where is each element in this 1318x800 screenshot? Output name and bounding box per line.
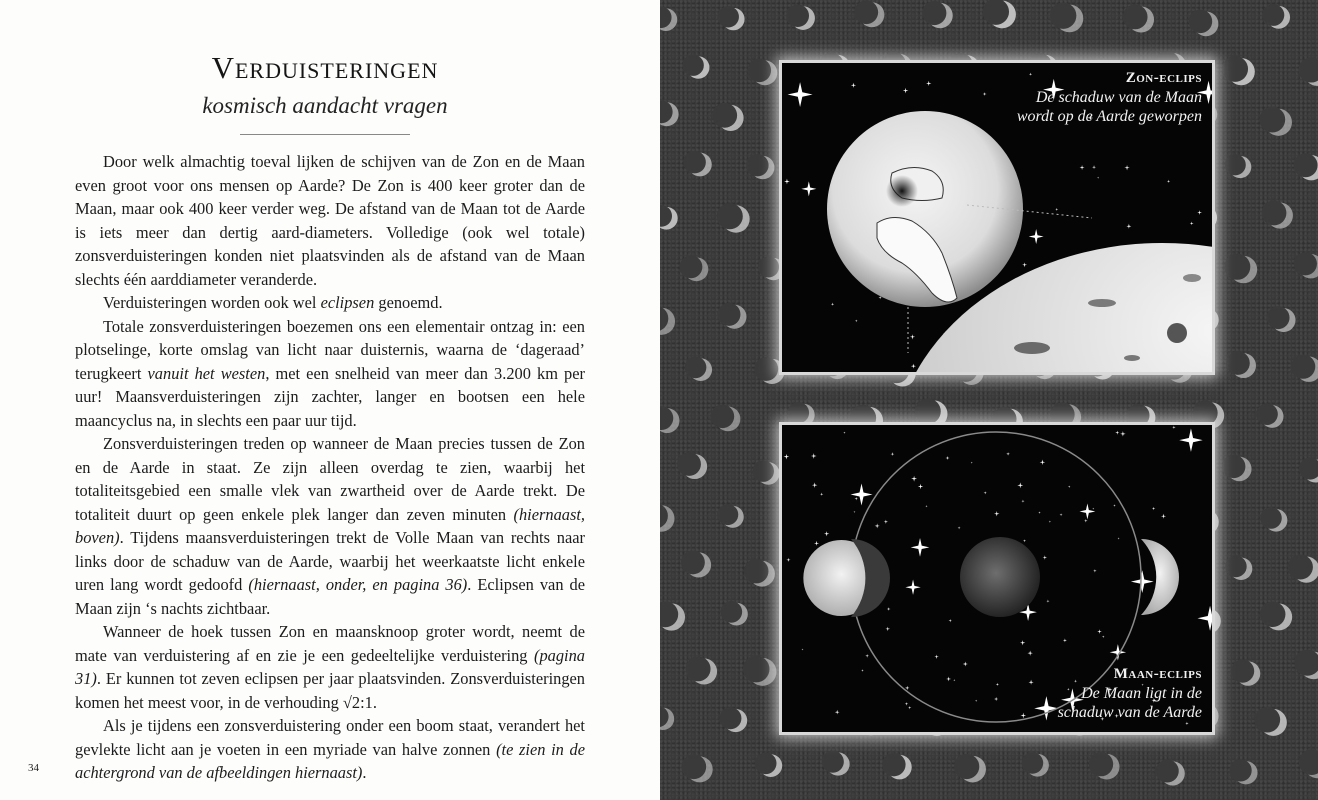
- italic-reference: (hiernaast, boven): [75, 504, 585, 547]
- crescent-icon: [712, 103, 743, 131]
- crescent-icon: [680, 256, 709, 282]
- lunar-caption-line: schaduw van de Aarde: [1057, 704, 1202, 721]
- crescent-icon: [681, 754, 712, 782]
- star-icon: [891, 452, 895, 456]
- star-icon: [1092, 165, 1096, 169]
- star-icon: [1161, 514, 1166, 519]
- crescent-icon: [1226, 351, 1256, 378]
- star-icon: [953, 679, 955, 681]
- star-icon: [812, 482, 817, 487]
- crescent-icon: [1294, 252, 1318, 278]
- crescent-icon: [954, 754, 986, 783]
- star-icon: [843, 432, 845, 434]
- crescent-icon: [1294, 650, 1318, 680]
- star-icon: [1029, 229, 1044, 244]
- star-icon: [975, 700, 977, 702]
- star-icon: [1020, 713, 1026, 719]
- body-paragraph: [75, 291, 585, 315]
- star-icon: [786, 558, 790, 562]
- crescent-icon: [682, 55, 709, 79]
- lunar-caption-title: Maan-eclips: [1113, 666, 1202, 682]
- page-number: 34: [28, 762, 39, 774]
- star-icon: [946, 677, 951, 682]
- crescent-icon: [718, 303, 747, 329]
- crescent-icon: [983, 0, 1016, 28]
- star-icon: [820, 493, 823, 496]
- star-icon: [910, 334, 915, 339]
- body-paragraph: [75, 620, 585, 714]
- body-text: [75, 150, 585, 785]
- crescent-icon: [1294, 153, 1318, 180]
- body-paragraph: [75, 714, 585, 785]
- text-run: . Tijdens maansverduisteringen trekt de Volle Maan van rechts naar links door de schaduw van de Aarde, waarbij het weerkaatste licht enkele uren lang wordt gedoofd: [75, 528, 585, 594]
- moon-crater: [1167, 323, 1187, 343]
- crescent-icon: [1256, 403, 1283, 427]
- star-icon: [1190, 221, 1194, 225]
- star-icon: [905, 580, 920, 595]
- crescent-icon: [660, 306, 675, 335]
- star-icon: [1084, 519, 1087, 522]
- crescent-icon: [754, 357, 784, 384]
- star-icon: [1092, 508, 1094, 510]
- text-run: Door welk almachtig toeval lijken de schijven van de Zon en de Maan even groot voor ons mensen op Aarde? De Zon is 400 keer groter dan de Maan, maar ook 400 keer verder weg. De afstand van de Maan tot de Aarde is iets meer dan dertig aard-diameters. Volledige (ook wel totale) zonsverduisteringen konden niet plaatsvinden als de afstand van de Maan slechts één aarddiameter veranderde.: [75, 152, 585, 289]
- star-icon: [875, 523, 880, 528]
- star-icon: [1079, 504, 1095, 520]
- moon-leaving-shadow: [1141, 539, 1179, 615]
- crescent-icon: [1267, 306, 1296, 332]
- star-icon: [801, 181, 816, 196]
- star-icon: [1040, 460, 1046, 466]
- text-run: . Eclipsen van de Maan zijn ‘s nachts zichtbaar.: [75, 575, 585, 618]
- crescent-icon: [788, 402, 815, 426]
- star-icon: [1131, 570, 1154, 593]
- crescent-icon: [1299, 57, 1318, 85]
- star-icon: [824, 531, 829, 536]
- page-subtitle: kosmisch aandacht vragen: [202, 93, 448, 118]
- crescent-icon: [1022, 752, 1049, 776]
- crescent-icon: [1263, 4, 1291, 29]
- crescent-icon: [1255, 707, 1287, 736]
- crescent-icon: [922, 1, 952, 28]
- star-icon: [1102, 635, 1105, 638]
- star-icon: [835, 710, 840, 715]
- lunar-caption-line: De Maan ligt in de: [1081, 685, 1202, 702]
- star-icon: [788, 82, 813, 107]
- italic-reference: (pagina 31): [75, 645, 585, 688]
- body-paragraph: [75, 150, 585, 291]
- star-icon: [1118, 537, 1120, 539]
- crescent-icon: [1123, 5, 1154, 33]
- star-icon: [1029, 680, 1034, 685]
- crescent-icon: [854, 0, 884, 27]
- star-icon: [911, 476, 917, 482]
- crescent-icon: [1222, 56, 1255, 85]
- crescent-icon: [711, 405, 741, 432]
- text-run: , met een snelheid van meer dan 3.200 km per uur! Maansverduisteringen zijn zachter, langer en bootsen een hele maancyclus na, in slechts een paar uur tijd.: [75, 363, 585, 430]
- star-icon: [1023, 539, 1026, 542]
- crescent-icon: [746, 154, 774, 179]
- body-paragraph: [75, 315, 585, 433]
- star-icon: [814, 541, 819, 546]
- crescent-icon: [1299, 458, 1318, 483]
- text-run: Totale zonsverduisteringen boezemen ons een elementair ontzag in: een plotselinge, korte omslag van licht naar duisternis, waarna de ‘dageraad’ terugkeert: [75, 316, 585, 383]
- star-icon: [1021, 500, 1024, 503]
- star-icon: [903, 88, 909, 94]
- solar-eclipse-caption: [1017, 69, 1202, 126]
- star-icon: [1038, 511, 1041, 514]
- star-icon: [811, 453, 817, 459]
- star-icon: [1046, 600, 1049, 603]
- star-icon: [1179, 428, 1202, 451]
- star-icon: [854, 497, 857, 500]
- moon-crater: [1124, 355, 1140, 361]
- crescent-icon: [1225, 556, 1252, 580]
- star-icon: [801, 648, 803, 650]
- crescent-icon: [721, 601, 748, 625]
- star-icon: [1068, 485, 1071, 488]
- star-icon: [784, 179, 790, 185]
- crescent-icon: [1156, 760, 1185, 786]
- crescent-icon: [717, 504, 743, 528]
- star-icon: [1097, 629, 1102, 634]
- crescent-icon: [1262, 201, 1293, 229]
- crescent-icon: [755, 752, 782, 777]
- eclipsed-moon: [960, 537, 1040, 617]
- crescent-icon: [718, 6, 745, 30]
- crescent-icon: [1050, 2, 1083, 32]
- crescent-icon: [1291, 355, 1318, 382]
- crescent-icon: [677, 452, 707, 479]
- star-icon: [911, 538, 930, 557]
- crescent-icon: [1222, 455, 1251, 481]
- crescent-icon: [744, 559, 775, 587]
- crescent-icon: [1260, 107, 1292, 136]
- italic-reference: (hiernaast, onder, en pagina 36): [248, 575, 468, 594]
- star-icon: [1034, 696, 1058, 720]
- text-run: Wanneer de hoek tussen Zon en maansknoop groter wordt, neemt de mate van verduistering af en zie je een gedeeltelijke verduistering: [75, 622, 585, 665]
- crescent-icon: [686, 656, 717, 684]
- star-icon: [1172, 426, 1175, 429]
- star-icon: [1167, 180, 1170, 183]
- crescent-icon: [743, 656, 777, 686]
- crescent-icon: [1225, 154, 1252, 178]
- crescent-icon: [660, 205, 678, 229]
- crescent-icon: [1224, 254, 1257, 283]
- star-icon: [861, 669, 864, 672]
- star-icon: [971, 462, 973, 464]
- crescent-icon: [753, 460, 780, 484]
- star-icon: [934, 655, 938, 659]
- star-icon: [1020, 640, 1025, 645]
- crescent-icon: [747, 59, 777, 86]
- star-icon: [1198, 606, 1212, 631]
- star-icon: [855, 320, 858, 323]
- italic-reference: vanuit het westen: [147, 363, 266, 383]
- crescent-icon: [660, 503, 675, 532]
- crescent-icon: [786, 4, 814, 29]
- star-icon: [994, 697, 998, 701]
- star-icon: [1126, 224, 1131, 229]
- star-icon: [1124, 165, 1129, 170]
- crescent-icon: [1260, 507, 1287, 531]
- solar-caption-line: De schaduw van de Maan: [1035, 89, 1202, 106]
- star-icon: [958, 526, 961, 529]
- moon-crater: [1014, 342, 1050, 354]
- right-page: [660, 0, 1318, 800]
- star-icon: [925, 505, 927, 507]
- star-icon: [851, 83, 856, 88]
- star-icon: [983, 92, 987, 96]
- star-icon: [905, 702, 909, 706]
- crescent-icon: [1231, 659, 1260, 685]
- star-icon: [1027, 650, 1032, 655]
- crescent-icon: [660, 706, 674, 730]
- star-icon: [1006, 452, 1010, 456]
- crescent-icon: [1299, 749, 1318, 778]
- crescent-icon: [685, 357, 712, 381]
- crescent-icon: [719, 707, 747, 732]
- crescent-icon: [1230, 759, 1258, 784]
- star-icon: [853, 511, 855, 513]
- star-icon: [996, 683, 999, 686]
- moon-crater: [1183, 274, 1201, 282]
- star-icon: [949, 619, 952, 622]
- star-icon: [884, 520, 888, 524]
- star-icon: [1049, 520, 1051, 522]
- star-icon: [1185, 722, 1188, 725]
- crescent-icon: [660, 406, 680, 433]
- crescent-icon: [1089, 752, 1120, 779]
- body-paragraph: [75, 432, 585, 620]
- text-run: genoemd.: [374, 293, 443, 312]
- star-icon: [945, 456, 949, 460]
- star-icon: [1060, 513, 1063, 516]
- crescent-icon: [1288, 555, 1318, 583]
- star-icon: [963, 661, 968, 666]
- crescent-icon: [1189, 10, 1219, 37]
- star-icon: [784, 454, 790, 460]
- star-icon: [831, 303, 834, 306]
- text-run: Verduisteringen worden ook wel: [103, 293, 321, 312]
- star-icon: [887, 607, 891, 611]
- star-icon: [1022, 262, 1027, 267]
- star-icon: [1115, 431, 1119, 435]
- solar-eclipse-illustration: [782, 63, 1212, 372]
- solar-caption-line: wordt op de Aarde geworpen: [1016, 108, 1202, 125]
- star-icon: [1152, 507, 1155, 510]
- crescent-icon: [681, 550, 711, 577]
- crescent-icon: [660, 100, 679, 126]
- solar-caption-title: Zon-eclips: [1125, 70, 1202, 86]
- italic-reference: (te zien in de achtergrond van de afbeeldingen hiernaast): [75, 739, 586, 782]
- star-icon: [1120, 431, 1125, 436]
- crescent-icon: [822, 751, 850, 776]
- star-icon: [1093, 569, 1096, 572]
- star-icon: [1080, 165, 1085, 170]
- star-icon: [1113, 504, 1116, 507]
- title-divider: [240, 134, 410, 135]
- moon-shadow-spot: [886, 175, 918, 207]
- crescent-icon: [660, 7, 677, 31]
- star-icon: [918, 484, 923, 489]
- moon-crater: [1088, 299, 1116, 307]
- text-run: .: [362, 763, 367, 782]
- text-run: Als je tijdens een zonsverduistering onder een boom staat, verandert het gevlekte licht aan je voeten in een myriade van halve zonnen: [75, 716, 585, 759]
- crescent-icon: [1260, 602, 1292, 631]
- star-icon: [908, 706, 911, 709]
- star-icon: [1017, 482, 1023, 488]
- italic-reference: eclipsen: [320, 293, 375, 312]
- star-icon: [911, 364, 916, 369]
- star-icon: [1043, 555, 1047, 559]
- crescent-icon: [683, 151, 711, 176]
- star-icon: [851, 484, 873, 506]
- star-icon: [1063, 638, 1067, 642]
- star-icon: [926, 81, 931, 86]
- star-icon: [1097, 177, 1099, 179]
- star-icon: [1197, 210, 1202, 215]
- star-icon: [984, 491, 987, 494]
- star-icon: [994, 511, 999, 516]
- crescent-icon: [758, 256, 785, 280]
- page-title: Verduisteringen: [211, 50, 439, 85]
- star-icon: [885, 627, 890, 632]
- crescent-icon: [882, 753, 911, 779]
- star-icon: [1055, 208, 1058, 211]
- crescent-icon: [660, 601, 685, 630]
- crescent-icon: [915, 398, 947, 427]
- crescent-icon: [717, 203, 750, 232]
- text-run: . Er kunnen tot zeven eclipsen per jaar plaatsvinden. Zonsverduisteringen komen het meest voor, in de verhouding √2:1.: [75, 669, 585, 712]
- lunar-eclipse-caption: [1058, 665, 1202, 722]
- star-icon: [865, 654, 869, 658]
- lunar-eclipse-illustration: [782, 425, 1212, 732]
- text-run: Zonsverduisteringen treden op wanneer de Maan precies tussen de Zon en de Aarde in staat. Ze zijn alleen overdag te zien, waarbij het totaliteitsgebied een smalle vlek van zwartheid over de Aarde trekt. De totaliteit duurt op geen enkele plek langer dan zeven minuten: [75, 434, 585, 524]
